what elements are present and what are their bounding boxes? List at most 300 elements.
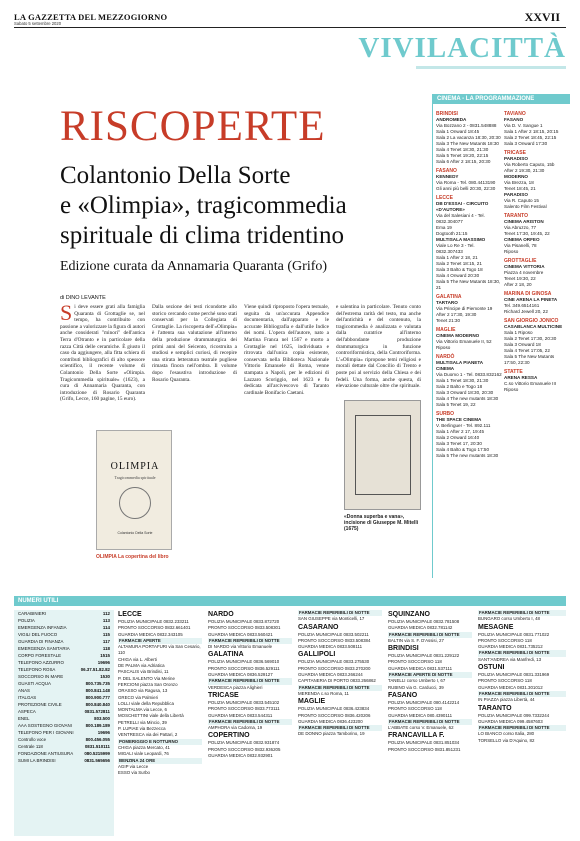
- utility-line: FARMACIE REPERIBILI DI NOTTE: [478, 725, 566, 731]
- emergency-label: ASPECA: [18, 709, 36, 714]
- cinema-venue: CINE ARENA LA PINETA: [504, 297, 558, 302]
- cinema-line: Sala 5 The new mutants 18:30: [436, 453, 499, 458]
- emergency-row: [14, 631, 114, 638]
- utility-city: BRINDISI: [388, 645, 419, 653]
- cinema-line: Via Brezza, 18: [504, 180, 534, 185]
- utility-line: PRONTO SOCCORSO 0833.508301: [208, 625, 281, 631]
- utility-column-3: [298, 610, 382, 838]
- column-1-text: i deve essere grati alla famiglia Quaranta di Grottaglie se, nel tempo, ha contribuito con passione a valorizzare la figura di autori anche considerati "minori" dell'antica Terra d'Otranto e in particolare della razza Città delle ceramiche. È giusto il caso da aggiungere, alla fitta schiera di contributi bibliografici di alto spessore scientifico, il recente volume di Colantonio Della Sorte «Olimpia. Tragicommedia spirituale» (1623), a cura di Annamaria Quaranta, con introduzione di Rosario Quaranta (Grifo, Lecce, 160 pagine, 15 euro).: [60, 304, 145, 403]
- utility-line: FARMACIE REPERIBILI DI NOTTE: [388, 719, 472, 725]
- utility-line: POLIZIA MUNICIPALE 0836.423834: [298, 706, 370, 712]
- emergency-row: [14, 750, 114, 757]
- cinema-city: TARANTO: [504, 213, 528, 219]
- utility-line: PRONTO SOCCORSO 0832.661401: [118, 625, 191, 631]
- utility-line: GUARDIA MEDICA 0832.343105: [118, 631, 183, 637]
- cinema-venue: ANDROMEDA: [436, 117, 467, 122]
- article-column-4: e salentina in particolare. Tenuto conto dell'estrema rarità del testo, ma anche dell'antichità e del contenuto, la tragicommedia è analizzata e valutata dalla curatrice all'interno dell'abbondante produzione drammaturgica in funzione controriformistica, della Controriforma. L'«Olimpia» ripropone temi religiosi e morali dettate dal Concilio di Trento e poste poi al servizio della Chiesa e dei fedeli. Una forma, anche questa, di elevazione culturale oltre che spirituale.: [336, 304, 421, 390]
- utility-column-2: [208, 610, 292, 838]
- utility-line: GUARDIA MEDICA 0833.266244: [298, 672, 363, 678]
- cinema-line: Sala 1 After 2 17, 19:45: [436, 429, 485, 434]
- article-column-3: Viene quindi riproposto l'opera testuale, seguita da un'accurata Appendice documentaria, dall'apparato e le accurate Bibliografia e dall'utile Indice dei nomi. L'opera dell'autore, nato a Martina Franca nel 1567 e morto a Grottaglie nel 1625, individuata e ritrovata dall'unica copia esistente, conservata nella Biblioteca Nazionale Vittorio Emanuele di Roma, venne stampata a Napoli, per le edizioni di Lazzaro Scoriggio, nel 1623 e fu dedicata all'arcivescovo di Taranto cardinale Bonifacio Caetani.: [244, 304, 329, 396]
- utility-city: FRANCAVILLA F.: [388, 732, 445, 740]
- cinema-venue: PARADISO: [504, 156, 528, 161]
- emergency-label: PROTEZIONE CIVILE: [18, 702, 62, 707]
- cinema-line: Sala 2 La vacanza 18:30, 20:30: [436, 135, 501, 140]
- cinema-venue: CINEMA MODERNO: [436, 333, 480, 338]
- cinema-line: Riposo: [436, 345, 451, 350]
- cinema-line: Sala 2 Tenet 18:15, 21: [436, 261, 482, 266]
- emergency-row: [14, 645, 114, 652]
- book-cover-author: Colantonio Della Sorte: [117, 531, 153, 535]
- cinema-venue: TARTARO: [436, 300, 458, 305]
- emergency-row: [14, 687, 114, 694]
- emergency-number: 06.37.51.82.82: [80, 667, 110, 672]
- cinema-line: Ema 19: [436, 225, 452, 230]
- utility-line: GUARDIA MEDICA 099.4587603: [478, 718, 543, 724]
- cinema-line: Via Pisanelli, 78: [504, 243, 537, 248]
- utility-line: GUARDIA MEDICA 0833.560421: [208, 631, 273, 637]
- utility-line: FERCIONI piazza San Oronzo: [118, 681, 178, 687]
- cinema-venue: KENNEDY: [436, 174, 459, 179]
- emergency-label: EMERGENZA SANITARIA: [18, 646, 70, 651]
- cinema-city: SURBO: [436, 411, 455, 417]
- emergency-row: [14, 715, 114, 722]
- cinema-city: MARINA DI GINOSA: [504, 291, 552, 297]
- emergency-number: 0831.572811: [84, 709, 110, 714]
- cinema-line: Dogtooth 21:15: [436, 231, 468, 236]
- utility-line: POLIZIA MUNICIPALE 0833.502211: [298, 631, 369, 637]
- cinema-line: Via Vittorio Emanuele II, 52: [436, 339, 492, 344]
- emergency-row: [14, 666, 114, 673]
- cinema-line: Sala 2 Tenet 18:45, 22:15: [504, 135, 557, 140]
- utility-line: MONTALMA via Lecce, 6: [118, 707, 167, 713]
- article-deck: Edizione curata da Annamaria Quaranta (Grifo): [60, 259, 328, 274]
- utility-line: PRONTO SOCCORSO 0833.270200: [298, 665, 371, 671]
- engraving-image: [344, 400, 421, 510]
- cinema-right-column: [504, 108, 568, 574]
- utility-line: MIGALI viale Leopardi, 76: [118, 751, 169, 757]
- utility-line: LOLLI viale della Repubblica: [118, 700, 174, 706]
- utility-line: PRONTO SOCCORSO 118: [478, 637, 532, 643]
- utility-city: NARDÒ: [208, 611, 234, 618]
- utility-line: PRONTO SOCCORSO 0833.508384: [298, 637, 371, 643]
- utility-line: PRONTO SOCCORSO 0833.773111: [208, 706, 280, 712]
- cinema-line: Tenet 19:30, 22: [504, 276, 536, 281]
- cinema-line: Via Roma - Tel. 080.4413190: [436, 180, 496, 185]
- cinema-city: TRICASE: [504, 150, 526, 156]
- utility-line: FARMACIE REPERIBILI DI NOTTE: [208, 678, 292, 684]
- utility-line: MOSCHETTINI viale della Libertà: [118, 713, 184, 719]
- headline-line-2: e «Olimpia», tragicommedia: [60, 192, 347, 219]
- emergency-row: [14, 617, 114, 624]
- emergency-label: Controllo voce: [18, 737, 47, 742]
- emergency-label: CORPO FORESTALE: [18, 653, 62, 658]
- drop-cap: S: [60, 304, 73, 325]
- emergency-label: TELEFONO PER I GIOVANI: [18, 730, 74, 735]
- utility-line: ALTAMURA PORTAFURI via San Cesario, 110: [118, 644, 201, 656]
- utility-line: POLIZIA MUNICIPALE 0831.331969: [478, 672, 550, 678]
- emergency-row: [14, 659, 114, 666]
- utility-line: PASCALIS via Brindisi, 11: [118, 669, 169, 675]
- cinema-line: Sala 6 After 2 18:15, 20:30: [436, 159, 491, 164]
- utility-line: VENTRESCA via dei Pattari, 2: [118, 732, 178, 738]
- utility-line: CAPITANERIA DI PORTO 0833.266862: [298, 678, 376, 684]
- cinema-venue: MULTISALA MASSIMO: [436, 237, 486, 242]
- utility-city: GALATINA: [208, 651, 244, 659]
- cinema-city: SAN GIORGIO JONICO: [504, 318, 559, 324]
- utility-line: POLIZIA MUNICIPALE 080.4142214: [388, 699, 460, 705]
- cinema-line: After 2 18, 20: [504, 282, 532, 287]
- book-cover-title: OLIMPIA: [110, 461, 160, 472]
- utility-city: MESAGNE: [478, 623, 514, 631]
- cinema-line: Via Principe di Piemonte 19: [436, 306, 493, 311]
- utility-line: ESSO via Surbo: [118, 770, 150, 776]
- cinema-line: Sala 5 Tenet 19, 22: [436, 402, 476, 407]
- emergency-row: [14, 708, 114, 715]
- cinema-header: CINEMA - LA PROGRAMMAZIONE: [433, 94, 570, 104]
- paper-name: LA GAZZETTA DEL MEZZOGIORNO: [14, 12, 168, 22]
- utility-line: GUARDIA MEDICA 0831.301012: [478, 684, 543, 690]
- section-banner: [300, 32, 566, 74]
- emergency-label: TELEFONO ROSA: [18, 667, 56, 672]
- utility-line: TORSELLO via D'Aquino, 82: [478, 737, 535, 743]
- cinema-line: Sala 3 The New Mutants 18:30: [436, 141, 499, 146]
- cinema-line: Sala 1 After 2 18, 21: [436, 255, 478, 260]
- utility-city: SQUINZANO: [388, 611, 430, 618]
- emergency-label: ITALGAS: [18, 695, 37, 700]
- utility-line: POLIZIA MUNICIPALE 0836.569010: [208, 659, 280, 665]
- cinema-line: Sala 3 Onward 17:30: [504, 141, 548, 146]
- utility-city: LECCE: [118, 611, 142, 618]
- book-cover-image: [96, 430, 172, 550]
- emergency-number: 803.500: [94, 716, 110, 721]
- utility-line: FARMACIE APERTE DI NOTTE: [388, 672, 472, 678]
- cinema-line: Sala 5 The New Mutants 17:50, 22:30: [504, 354, 555, 365]
- utility-city: CASARANO: [298, 623, 339, 631]
- cinema-venue: CINEMA VITTORIA: [504, 264, 545, 269]
- emergency-label: CARABINIERI: [18, 611, 47, 616]
- emergency-label: AAA SOSTEGNO GIOVANI: [18, 723, 72, 728]
- emergency-label: TELEFONO AZZURRO: [18, 660, 64, 665]
- utility-line: DI NARDO via Vittorio Emanuele: [208, 644, 273, 650]
- utility-line: BALTIN via S. F. D'Assisi, 27: [388, 637, 444, 643]
- utility-line: CHIGA piazza Mercato, 41: [118, 744, 170, 750]
- cinema-line: Sala 1 Riposo: [504, 330, 533, 335]
- utility-line: FARMACIE REPERIBILI DI NOTTE: [298, 610, 382, 616]
- utility-line: BENZINA 24 ORE: [118, 758, 202, 764]
- emergency-label: GUARDIA DI FINANZA: [18, 639, 64, 644]
- book-ornament-icon: [119, 487, 151, 519]
- cinema-line: Sala 1 Onward 18:45: [436, 129, 480, 134]
- utility-line: GUARDIA MEDICA 0832.781142: [388, 625, 453, 631]
- emergency-row: [14, 736, 114, 743]
- cinema-venue: THE SPACE CINEMA: [436, 417, 482, 422]
- cinema-line: Sala 4 Onward 20:30: [436, 273, 480, 278]
- cinema-line: Tenet 17:30, 19:45, 22: [504, 231, 550, 236]
- utility-line: PRONTO SOCCORSO 0836.529111: [208, 665, 280, 671]
- utility-line: PRONTO SOCCORSO 0836.420206: [298, 712, 371, 718]
- utility-line: MERENDA c.so Roma, 11: [298, 690, 349, 696]
- cinema-venue: DB D'ESSAI - CIRCUITO «D'AUTORE»: [436, 201, 489, 212]
- cinema-line: Riposo: [504, 249, 519, 254]
- emergency-row: [14, 722, 114, 729]
- utility-line: GUARDIA MEDICA 0832.932901: [208, 753, 273, 759]
- section-title: VIVILACITTÀ: [358, 32, 566, 64]
- utility-line: FARMACIE REPERIBILI DI NOTTE: [298, 685, 382, 691]
- utility-line: CHIGA via L. Alberti: [118, 656, 157, 662]
- emergency-label: FONDAZIONE ANTIUSURA: [18, 751, 74, 756]
- utility-line: FARMACIE REPERIBILI DI NOTTE: [478, 610, 566, 616]
- article-column-2: Dalla sezione dei testi ricondotte allo storico cercando come perché sono stati conservati per la Collegiata di Grottaglie. La riscoperta dell'«Olimpia» è l'attenta sua valutazione all'interno della produzione drammaturgica dei primi anni del Seicento, ricostruita a studiosi e semplici curiosi, di recepire una stirata letteratura teatrale pugliese rimasta finora nell'ombra. Il volume dopo l'esaustiva introduzione di Rosario Quaranta.: [152, 304, 237, 383]
- emergency-number: 080.5215999: [84, 751, 110, 756]
- utility-line: SAN GIUSEPPE via Monticelli, 17: [298, 616, 365, 622]
- emergency-number: 800.900.777: [85, 695, 110, 700]
- utility-line: PRONTO SOCCORSO 0832.936205: [208, 746, 281, 752]
- utility-line: POLIZIA MUNICIPALE 0832.931874: [208, 740, 280, 746]
- utility-line: GUARDIA MEDICA 0831.537111: [388, 665, 453, 671]
- emergency-row: [14, 624, 114, 631]
- page-number: XXVII: [524, 10, 560, 24]
- cinema-line: Sala 4 Tenet 18:30, 21:30: [436, 147, 489, 152]
- cinema-line: Via D. V. Sangue 1: [504, 123, 543, 128]
- cinema-line: Sala 3 Balto & Togo 18: [436, 267, 483, 272]
- article-kicker: RISCOPERTE: [60, 103, 326, 150]
- numbers-header: NUMERI UTILI: [14, 596, 566, 606]
- utility-line: FARMACIE REPERIBILI DI NOTTE: [478, 691, 566, 697]
- utility-line: POLIZIA MUNICIPALE 0832.781508: [388, 619, 460, 624]
- emergency-row: [14, 673, 114, 680]
- cinema-line: Sala 1 Tenet 18:30, 21:30: [436, 378, 489, 383]
- utility-line: FARMACIE REPERIBILI DI NOTTE: [388, 632, 472, 638]
- emergency-number: 19696: [97, 660, 110, 665]
- emergency-row: [14, 652, 114, 659]
- cinema-line: V. Berlinguer - Tel. 892.111: [436, 423, 491, 428]
- emergency-label: SUMI LA BRINDISI: [18, 758, 56, 763]
- utility-line: L'ABBATE corso V. Emanuele, 62: [388, 725, 454, 731]
- cinema-line: Tel. 349.6514161: [504, 303, 540, 308]
- cinema-venue: CINEMA ARISTON: [504, 219, 544, 224]
- utility-line: PRONTO SOCCORSO 118: [388, 706, 442, 712]
- utility-line: AGIP via Lecce: [118, 763, 149, 769]
- utility-line: TANELLI corso Umberto I, 67: [388, 678, 446, 684]
- emergency-number: 800.456.055: [85, 737, 110, 742]
- utility-line: POLIZIA MUNICIPALE 0833.275530: [298, 659, 370, 665]
- emergency-number: 800.735.735: [85, 681, 110, 686]
- cinema-line: Tenet 18:45, 21: [504, 186, 536, 191]
- emergency-row: [14, 610, 114, 617]
- utility-line: POLIZIA MUNICIPALE 0833.545102: [208, 699, 280, 705]
- utility-line: POLIZIA MUNICIPALE 099.7332244: [478, 712, 550, 718]
- cinema-left-column: [436, 108, 502, 574]
- utility-line: POLIZIA MUNICIPALE 0831.229122: [388, 653, 460, 659]
- utility-city: COPERTINO: [208, 732, 250, 740]
- emergency-label: ANAS: [18, 688, 30, 693]
- cinema-line: Sala 4 Balto & Togo 17:50: [436, 447, 490, 452]
- utility-city: MAGLIE: [298, 698, 326, 706]
- emergency-number: 112: [102, 611, 110, 616]
- utility-city: OSTUNI: [478, 664, 505, 672]
- masthead: [14, 12, 566, 28]
- cinema-line: Via R. Caputo 15: [504, 198, 539, 203]
- utility-line: GUARDIA MEDICA 0836.529127: [208, 672, 273, 678]
- emergency-row: [14, 680, 114, 687]
- utility-column-4: [388, 610, 472, 838]
- utility-city: TARANTO: [478, 704, 512, 712]
- emergency-number: 800.840.840: [85, 702, 110, 707]
- utility-line: FARMACIE APERTE: [118, 638, 202, 644]
- utility-city: GALLIPOLI: [298, 651, 336, 659]
- utility-line: DE DONNO piazza Tamborino, 19: [298, 731, 365, 737]
- utility-line: GUARDIA MEDICA 0836.423200: [298, 718, 363, 724]
- book-caption: OLIMPIA La copertina del libro: [96, 554, 169, 560]
- cinema-venue: MODERNO: [504, 174, 528, 179]
- cinema-line: Piazza 4 novembre: [504, 270, 544, 275]
- emergency-number: 118: [102, 646, 110, 651]
- book-cover-subtitle: Tragicommedia spirituale: [114, 475, 156, 480]
- cinema-venue: CINEMA ORFEO: [504, 237, 540, 242]
- utility-line: POLIZIA MUNICIPALE 0832.233211: [118, 619, 189, 624]
- cinema-line: Salento Film Festival: [504, 204, 547, 209]
- cinema-city: TAVIANO: [504, 111, 526, 117]
- emergency-label: POLIZIA: [18, 618, 35, 623]
- engraving-caption: «Donna superba e vana», incisione di Giuseppe M. Mitelli (1675): [344, 514, 419, 532]
- cinema-line: Sala 3 Onward 18:30, 20:30: [436, 390, 494, 395]
- emergency-row: [14, 743, 114, 750]
- utility-line: FARMACIE REPERIBILI DI NOTTE: [208, 638, 292, 644]
- utility-line: POLIZIA MUNICIPALE 0833.872720: [208, 619, 280, 624]
- emergency-number: 113: [102, 618, 110, 623]
- headline-line-3: spirituale di clima tridentino: [60, 222, 344, 249]
- emergency-numbers: [14, 610, 114, 836]
- engraving-frame: [355, 415, 411, 495]
- utility-line: GRECO via Palmieri: [118, 694, 159, 700]
- emergency-row: [14, 694, 114, 701]
- utility-line: GUARDIA MEDICA 080.4390111: [388, 712, 453, 718]
- headline-line-1: Colantonio Della Sorte: [60, 162, 291, 189]
- utility-line: FARMACIE REPERIBILI DI NOTTE: [478, 650, 566, 656]
- utility-line: POMERIGGIO E NOTTURNO: [118, 739, 202, 745]
- emergency-number: 800.189.189: [85, 723, 110, 728]
- cinema-line: Viale Lo Re 3 - Tel. 0832.307433: [436, 243, 475, 254]
- cinema-city: LECCE: [436, 195, 453, 201]
- cinema-venue: MULTISALA PIANETA CINEMA: [436, 360, 483, 371]
- utility-line: AMPHORA via Cadorna, 19: [208, 725, 263, 731]
- emergency-label: GUASTI ACQUA: [18, 681, 51, 686]
- utility-line: RUBINO via G. Carducci, 39: [388, 684, 444, 690]
- cinema-line: Via Duomo 1 - Tel. 0833.832162: [436, 372, 502, 377]
- emergency-row: [14, 638, 114, 645]
- utility-line: PRONTO SOCCORSO 118: [388, 659, 442, 665]
- cinema-venue: CASABLANCA MULTICINE: [504, 324, 563, 329]
- cinema-line: Sala 5 The New Mutants 18:30, 21: [436, 279, 501, 290]
- utility-line: GUARDIA MEDICA 0833.544311: [208, 712, 273, 718]
- utility-column-1: [118, 610, 202, 838]
- cinema-line: Via Bozzano 2 - 0831.548888: [436, 123, 497, 128]
- utility-line: VERDESCA piazza Alighieri: [208, 684, 263, 690]
- utility-line: PETRELLI via Mincio, 39: [118, 719, 167, 725]
- cinema-venue: PARADISO: [504, 192, 528, 197]
- cinema-line: Sala 2 Onward 16:40: [436, 435, 480, 440]
- cinema-line: Richard Jewell 20, 22: [504, 309, 548, 314]
- cinema-line: Tenet 21:30: [436, 318, 461, 323]
- emergency-number: 115: [102, 632, 110, 637]
- utility-line: BUNGARO corso Umberto I, 48: [478, 616, 540, 622]
- cinema-line: Sala 3 Onward 18: [504, 342, 541, 347]
- cinema-city: BRINDISI: [436, 111, 458, 117]
- emergency-label: ENEL: [18, 716, 30, 721]
- paper-date: Sabato 5 settembre 2020: [14, 21, 62, 26]
- utility-line: FARMACIE REPERIBILI DI NOTTE: [208, 719, 292, 725]
- cinema-line: Gli anni più belli 20:30, 22:30: [436, 186, 496, 191]
- emergency-number: 114: [102, 625, 110, 630]
- utility-line: PRONTO SOCCORSO 118: [478, 678, 532, 684]
- utility-line: P. LUPIAE via Bezzecca: [118, 726, 166, 732]
- emergency-number: 117: [102, 639, 110, 644]
- emergency-label: EMERGENZA INFANZIA: [18, 625, 67, 630]
- cinema-line: Sala 4 Tenet 17:05, 22: [504, 348, 550, 353]
- utility-line: GUARDIA MEDICA 0833.508111: [298, 644, 363, 650]
- utility-line: PRONTO SOCCORSO 0831.851231: [388, 746, 461, 752]
- emergency-label: SOCCORSO IN MARE: [18, 674, 64, 679]
- cinema-city: GROTTAGLIE: [504, 258, 537, 264]
- utility-line: GUARDIA MEDICA 0831.735212: [478, 644, 543, 650]
- cinema-listings: [432, 94, 569, 578]
- utility-column-5: [478, 610, 566, 838]
- utility-line: IN PIAZZA piazza Libertà, 44: [478, 697, 535, 703]
- utility-city: TRICASE: [208, 691, 239, 699]
- emergency-label: Centrale 118: [18, 744, 43, 749]
- emergency-number: 19696: [97, 730, 110, 735]
- utility-line: SANT'ANDREA via Manfredi, 13: [478, 656, 542, 662]
- section-underline: [416, 66, 566, 69]
- utility-line: P. DEL SALENTO Via Merine: [118, 675, 175, 681]
- cinema-line: Via Roberto Caputo, 15b: [504, 162, 555, 167]
- cinema-line: Sala 3 Tenet 17, 20:30: [436, 441, 482, 446]
- cinema-venue: FASANO: [504, 117, 524, 122]
- cinema-line: Sala 1 After 2 18:15, 20:15: [504, 129, 559, 134]
- cinema-city: STATTE: [504, 369, 523, 375]
- utility-city: FASANO: [388, 691, 418, 699]
- emergency-label: VIGILI DEL FUOCO: [18, 632, 58, 637]
- utility-line: LO BIANCO corso Italia, 280: [478, 731, 535, 737]
- cinema-line: Sala 2 Balto e Togo 18: [436, 384, 483, 389]
- utility-line: POLIZIA MUNICIPALE 0831.771022: [478, 631, 550, 637]
- cinema-city: FASANO: [436, 168, 457, 174]
- cinema-line: Riposo: [504, 387, 519, 392]
- utility-line: POLIZIA MUNICIPALE 0831.851034: [388, 740, 460, 746]
- cinema-city: GALATINA: [436, 294, 462, 300]
- emergency-number: 800.841.148: [85, 688, 110, 693]
- emergency-row: [14, 701, 114, 708]
- utility-line: FARMACIE REPERIBILI DI NOTTE: [298, 725, 382, 731]
- cinema-line: Sala 2 Tenet 17:30, 20:30: [504, 336, 557, 341]
- cinema-line: Via del Salesiani 4 - Tel. 0832.304077: [436, 213, 485, 224]
- emergency-row: [14, 729, 114, 736]
- utility-line: DE PALMA via Adriatica: [118, 663, 165, 669]
- cinema-venue: ARENA RESSA: [504, 375, 538, 380]
- emergency-number: 0831.565656: [84, 758, 110, 763]
- cinema-city: NARDÒ: [436, 354, 455, 360]
- cinema-line: Sala 4 The new mutants 18:30: [436, 396, 499, 401]
- cinema-line: Sala 5 Tenet 19:20, 22:15: [436, 153, 489, 158]
- emergency-number: 0831.510111: [84, 744, 110, 749]
- emergency-number: 1530: [100, 674, 110, 679]
- emergency-number: 1515: [100, 653, 110, 658]
- cinema-line: Via Abruzzo, 77: [504, 225, 537, 230]
- cinema-city: MAGLIE: [436, 327, 456, 333]
- byline: di DINO LEVANTE: [60, 295, 106, 301]
- cinema-line: After 2 17:30, 19:30: [436, 312, 477, 317]
